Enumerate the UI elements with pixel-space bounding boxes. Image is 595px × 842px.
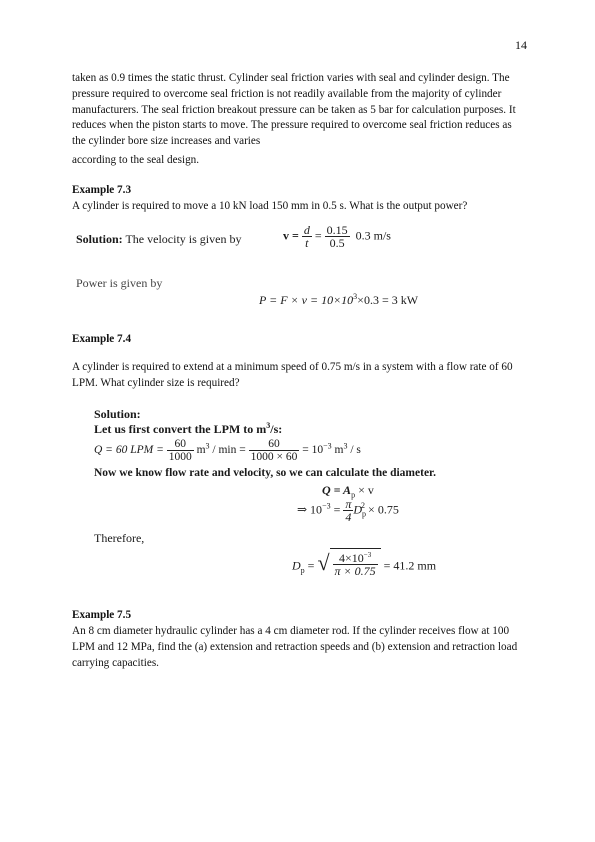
- now-text: Now we know flow rate and velocity, so we can calculate the diameter.: [94, 467, 436, 479]
- solution-label: Solution:: [94, 407, 141, 421]
- example-7-5-question: An 8 cm diameter hydraulic cylinder has a 4 cm diameter rod. If the cylinder receives flow at 100 LPM and 12 MPa, find the (a) extension and retraction speeds and (b) extension and retraction load carrying capacities.: [72, 625, 518, 669]
- solution-text: The velocity is given by: [122, 232, 242, 246]
- example-7-3-heading: Example 7.3: [72, 184, 132, 196]
- solution-label: Solution:: [76, 232, 123, 246]
- velocity-equation: v = $\frac{d}{t}$ = $\frac{0.15}{0.5}$ 0.3 m/s: [283, 223, 391, 250]
- convert-text: Let us first convert the LPM to $m^3/s$:: [94, 421, 283, 436]
- power-equation: $P = F \times v = 10\times 10^3\times 0.3 = 3$ kW: [259, 292, 419, 307]
- example-7-5-heading: Example 7.5: [72, 609, 132, 621]
- flow-conversion-equation: Q = 60 LPM = $\frac{60}{1000}$ $m^3$ / min = $\frac{60}{1000 \times 60}$ = $10^{-3}$ $m^3$ / s: [94, 438, 361, 463]
- flow-area-equation: $Q = A_p \times v$: [322, 483, 374, 500]
- diameter-relation-equation: ⇒ $10^{-3}$ = $\frac{\pi}{4}$ $D_p^2 \times 0.75$: [297, 497, 399, 524]
- example-7-3-question: A cylinder is required to move a 10 kN load 150 mm in 0.5 s. What is the output power?: [72, 200, 468, 212]
- example-7-4-question: A cylinder is required to extend at a minimum speed of 0.75 m/s in a system with a flow rate of 60 LPM. What cylinder size is required?: [72, 361, 513, 389]
- power-text: Power is given by: [76, 276, 163, 290]
- therefore-text: Therefore,: [94, 531, 145, 545]
- diameter-result-equation: $D_p$ = √ $\frac{4\times 10^{-3}}{\pi \times 0.75}$ = 41.2 mm: [292, 549, 437, 578]
- body-paragraph: taken as 0.9 times the static thrust. Cylinder seal friction varies with seal and cylinder design. The pressure required to overcome seal friction is not readily available from the majority of cylinder manufacturers. The seal friction breakout pressure can be taken as 5 bar for calculation purposes. It reduces when the piston starts to move. The pressure required to overcome seal friction reduces as the cylinder bore size increases and varies: [72, 72, 516, 148]
- page-number: 14: [515, 38, 527, 52]
- example-7-4-solution-image: [92, 405, 472, 580]
- example-7-4-heading: Example 7.4: [72, 333, 132, 345]
- example-7-3-solution-image: [76, 223, 436, 310]
- body-paragraph-end: according to the seal design.: [72, 154, 200, 166]
